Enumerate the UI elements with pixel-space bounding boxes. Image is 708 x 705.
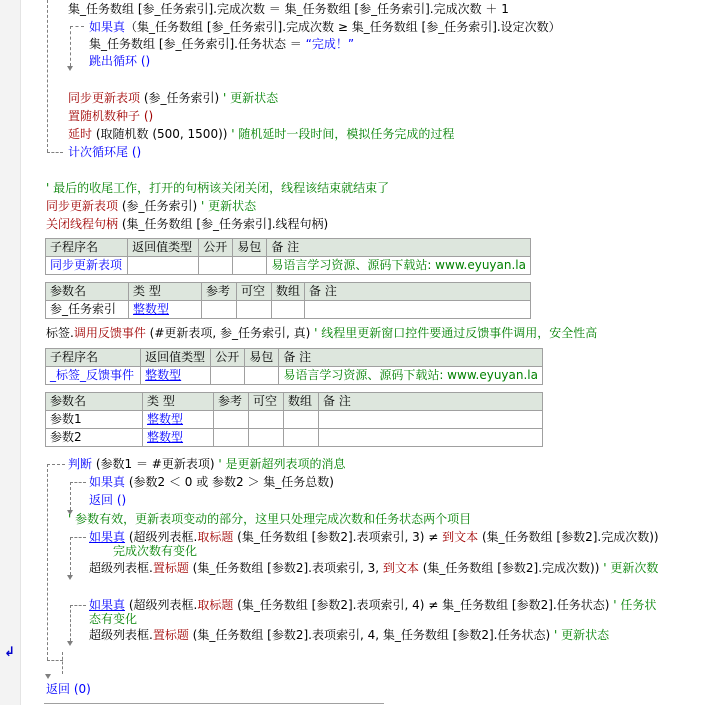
judge-guide-h: [47, 660, 63, 661]
code-line-loop-end[interactable]: 计次循环尾 (): [68, 145, 142, 159]
col-header: 备 注: [267, 239, 531, 257]
judge-guide-end: [62, 652, 63, 674]
param-type[interactable]: 整数型: [143, 411, 214, 429]
code-line-break[interactable]: 跳出循环 (): [89, 54, 151, 68]
if-guide-start: [70, 26, 84, 27]
next-table-edge: [44, 703, 384, 704]
code-line[interactable]: 关闭线程句柄 (集_任务数组 [参_任务索引].线程句柄): [46, 217, 329, 231]
col-header: 易包: [245, 349, 279, 367]
line-gutter: [0, 0, 21, 705]
public-flag[interactable]: [211, 367, 245, 385]
code-line-if[interactable]: 如果真 (超级列表框.取标题 (集_任务数组 [参数2].表项索引, 4) ≠ 集_任务数组 [参数2].任务状态) ' 任务状: [89, 598, 657, 612]
code-line[interactable]: 标签.调用反馈事件 (#更新表项, 参_任务索引, 真) ' 线程里更新窗口控件要通过反馈事件调用，安全性高: [46, 326, 598, 340]
param-ref[interactable]: [202, 301, 237, 319]
code-line-if[interactable]: 如果真 (超级列表框.取标题 (集_任务数组 [参数2].表项索引, 3) ≠ 到文本 (集_任务数组 [参数2].完成次数)): [89, 530, 659, 544]
code-line[interactable]: 集_任务数组 [参_任务索引].完成次数 ＝ 集_任务数组 [参_任务索引].完成次数 ＋ 1: [68, 2, 509, 16]
pkg-flag[interactable]: [245, 367, 279, 385]
judge-guide-start: [47, 464, 65, 465]
col-header: 可空: [249, 393, 284, 411]
code-line[interactable]: 超级列表框.置标题 (集_任务数组 [参数2].表项索引, 3, 到文本 (集_任务数组 [参数2].完成次数)) ' 更新次数: [89, 561, 659, 575]
param-nullable[interactable]: [237, 301, 272, 319]
param-name[interactable]: 参数1: [46, 411, 143, 429]
code-line-if[interactable]: 如果真 (参数2 ＜ 0 或 参数2 ＞ 集_任务总数): [89, 475, 334, 489]
col-header: 可空: [237, 283, 272, 301]
param-name[interactable]: 参_任务索引: [46, 301, 129, 319]
pkg-flag[interactable]: [233, 257, 267, 275]
code-line[interactable]: 集_任务数组 [参_任务索引].任务状态 ＝ “完成！”: [89, 37, 355, 51]
if2-guide-start: [70, 537, 86, 538]
subroutine-note[interactable]: 易语言学习资源、源码下载站: www.eyuyan.la: [267, 257, 531, 275]
param-note[interactable]: [319, 411, 543, 429]
if1-guide-start: [70, 482, 86, 483]
param-ref[interactable]: [214, 429, 249, 447]
col-header: 公开: [199, 239, 233, 257]
param-array[interactable]: [272, 301, 305, 319]
col-header: 数组: [272, 283, 305, 301]
code-line[interactable]: 同步更新表项 (参_任务索引) ' 更新状态: [68, 91, 279, 105]
param-array[interactable]: [284, 429, 319, 447]
judge-guide-arrow: [45, 674, 51, 679]
col-header: 返回值类型: [141, 349, 211, 367]
param-ref[interactable]: [214, 411, 249, 429]
code-line[interactable]: 超级列表框.置标题 (集_任务数组 [参数2].表项索引, 4, 集_任务数组 [参数2].任务状态) ' 更新状态: [89, 628, 610, 642]
if2-guide: [70, 537, 71, 575]
col-header: 参考: [214, 393, 249, 411]
param-array[interactable]: [284, 411, 319, 429]
param-table-1: [45, 282, 531, 319]
param-nullable[interactable]: [249, 411, 284, 429]
if3-guide-start: [70, 605, 86, 606]
code-line-if[interactable]: 如果真（集_任务数组 [参_任务索引].完成次数 ≥ 集_任务数组 [参_任务索引].设定次数）: [89, 20, 561, 34]
if-guide-arrow: [67, 66, 73, 71]
code-line-judge[interactable]: 判断 (参数1 ＝ #更新表项) ' 是更新超列表项的消息: [68, 457, 346, 471]
loop-guide: [47, 0, 48, 152]
col-header: 公开: [211, 349, 245, 367]
param-type[interactable]: 整数型: [129, 301, 202, 319]
subroutine-name[interactable]: 同步更新表项: [46, 257, 128, 275]
param-note[interactable]: [319, 429, 543, 447]
col-header: 类 型: [129, 283, 202, 301]
col-header: 类 型: [143, 393, 214, 411]
col-header: 参数名: [46, 393, 143, 411]
col-header: 易包: [233, 239, 267, 257]
col-header: 备 注: [319, 393, 543, 411]
table-row[interactable]: [46, 301, 531, 319]
param-table-2: [45, 392, 543, 447]
return-type[interactable]: 整数型: [141, 367, 211, 385]
param-type[interactable]: 整数型: [143, 429, 214, 447]
col-header: 子程序名: [46, 349, 141, 367]
if3-guide: [70, 605, 71, 641]
col-header: 数组: [284, 393, 319, 411]
subroutine-name[interactable]: _标签_反馈事件: [46, 367, 141, 385]
loop-guide-end: [47, 152, 63, 153]
col-header: 备 注: [279, 349, 543, 367]
if-guide: [70, 26, 71, 66]
col-header: 备 注: [305, 283, 531, 301]
code-line[interactable]: 延时 (取随机数 (500, 1500)) ' 随机延时一段时间，模拟任务完成的过程: [68, 127, 455, 141]
param-nullable[interactable]: [249, 429, 284, 447]
col-header: 参考: [202, 283, 237, 301]
return-arrow-icon: ↲: [4, 645, 15, 660]
comment-line[interactable]: ' 最后的收尾工作，打开的句柄该关闭关闭，线程该结束就结束了: [46, 181, 390, 195]
public-flag[interactable]: [199, 257, 233, 275]
col-header: 子程序名: [46, 239, 128, 257]
subroutine-table-2: [45, 348, 543, 385]
col-header: 返回值类型: [128, 239, 199, 257]
comment-line[interactable]: ' 参数有效，更新表项变动的部分，这里只处理完成次数和任务状态两个项目: [68, 512, 472, 526]
judge-guide: [47, 464, 48, 660]
code-line[interactable]: 置随机数种子 (): [68, 109, 154, 123]
if1-guide: [70, 482, 71, 510]
subroutine-table-1: [45, 238, 531, 275]
code-line-return[interactable]: 返回 (0): [46, 682, 91, 696]
param-name[interactable]: 参数2: [46, 429, 143, 447]
if3-guide-arrow: [67, 641, 73, 646]
subroutine-note[interactable]: 易语言学习资源、源码下载站: www.eyuyan.la: [279, 367, 543, 385]
comment-wrap: 态有变化: [89, 612, 138, 626]
code-line[interactable]: 同步更新表项 (参_任务索引) ' 更新状态: [46, 199, 257, 213]
param-note[interactable]: [305, 301, 531, 319]
return-type[interactable]: [128, 257, 199, 275]
table-row[interactable]: [46, 411, 543, 429]
if2-guide-arrow: [67, 575, 73, 580]
comment-wrap: 完成次数有变化: [113, 544, 198, 558]
code-line-return[interactable]: 返回 (): [89, 493, 127, 507]
table-row[interactable]: [46, 429, 543, 447]
col-header: 参数名: [46, 283, 129, 301]
